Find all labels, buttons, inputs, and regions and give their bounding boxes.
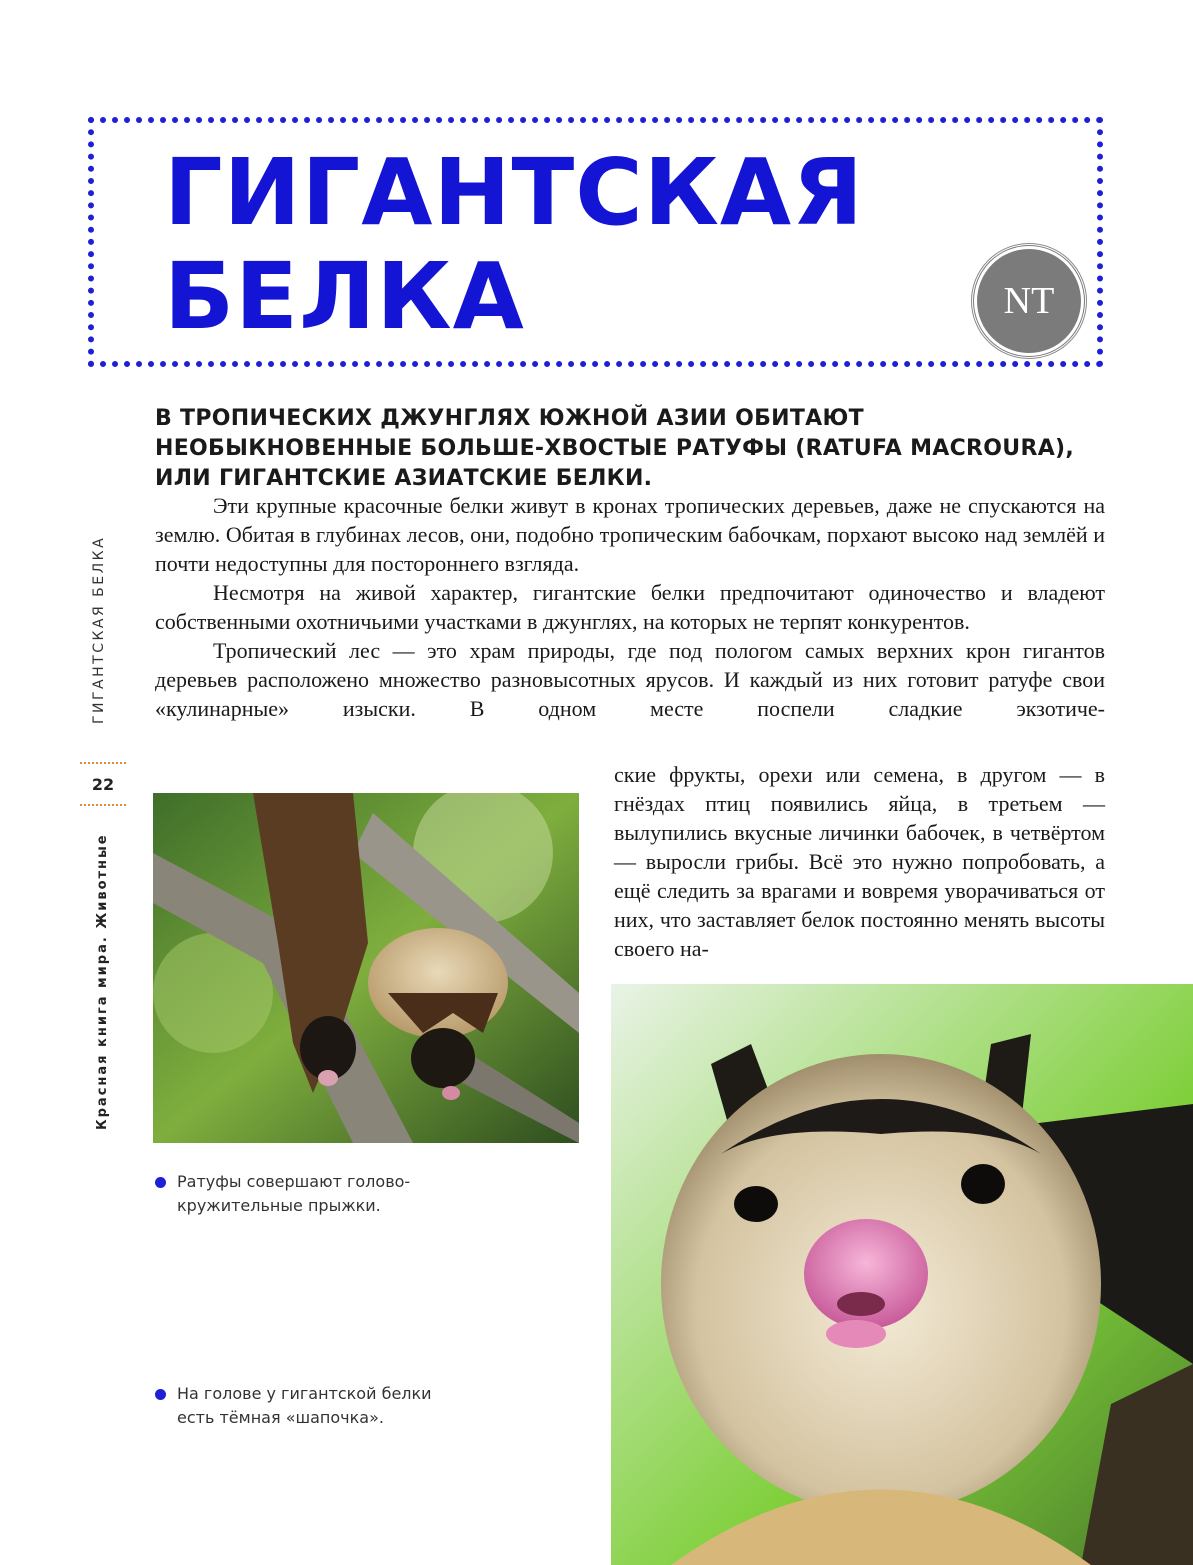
caption-photo-2: На голове у гигантской белки есть тёмная «шапочка». bbox=[155, 1382, 455, 1430]
caption-photo-1: Ратуфы совершают голово-кружительные прыжки. bbox=[155, 1170, 455, 1218]
squirrel-closeup-photo bbox=[611, 984, 1193, 1565]
page-number: 22 bbox=[80, 762, 126, 806]
status-badge: NT bbox=[974, 246, 1084, 356]
paragraph-3-continued: ские фрукты, орехи или семена, в другом — в гнёздах птиц появились яйца, в третьем — вылупились вкусные личинки бабочек, в четвёртом — выросли грибы. Всё это нужно попробовать, а ещё следить за врагами и вовремя уворачиваться от них, что заставляет белок постоянно менять высоты своего на- bbox=[614, 762, 1105, 961]
book-title: Красная книга мира. Животные bbox=[95, 833, 110, 1130]
page-title: ГИГАНТСКАЯ БЕЛКА bbox=[164, 139, 864, 350]
paragraph-2: Несмотря на живой характер, гигантские белки предпочитают одиночество и владеют собственными охотничьими участками в джунглях, на которых не терпят конкурентов. bbox=[155, 580, 1105, 634]
lead-paragraph: В ТРОПИЧЕСКИХ ДЖУНГЛЯХ ЮЖНОЙ АЗИИ ОБИТАЮТ НЕОБЫКНОВЕННЫЕ БОЛЬШЕ-ХВОСТЫЕ РАТУФЫ (RATUFA MACROURA), ИЛИ ГИГАНТСКИЕ АЗИАТСКИЕ БЕЛКИ. bbox=[155, 406, 1075, 491]
body-text bbox=[155, 491, 1105, 723]
running-header: ГИГАНТСКАЯ БЕЛКА bbox=[91, 535, 107, 724]
title-frame bbox=[88, 117, 1103, 367]
bullet-icon bbox=[155, 1389, 166, 1400]
paragraph-1: Эти крупные красочные белки живут в кронах тропических деревьев, даже не спускаются на землю. Обитая в глубинах лесов, они, подобно тропическим бабочкам, порхают высоко над землёй и почти недоступны для постороннего взгляда. bbox=[155, 493, 1105, 576]
bullet-icon bbox=[155, 1177, 166, 1188]
squirrels-on-branch-photo bbox=[153, 793, 579, 1143]
paragraph-3: Тропический лес — это храм природы, где под пологом самых верхних крон гигантов деревьев расположено множество разновысотных ярусов. И каждый из них готовит ратуфе свои «кулинарные» изыски. В одном месте поспели сладкие экзотиче- bbox=[155, 638, 1105, 721]
